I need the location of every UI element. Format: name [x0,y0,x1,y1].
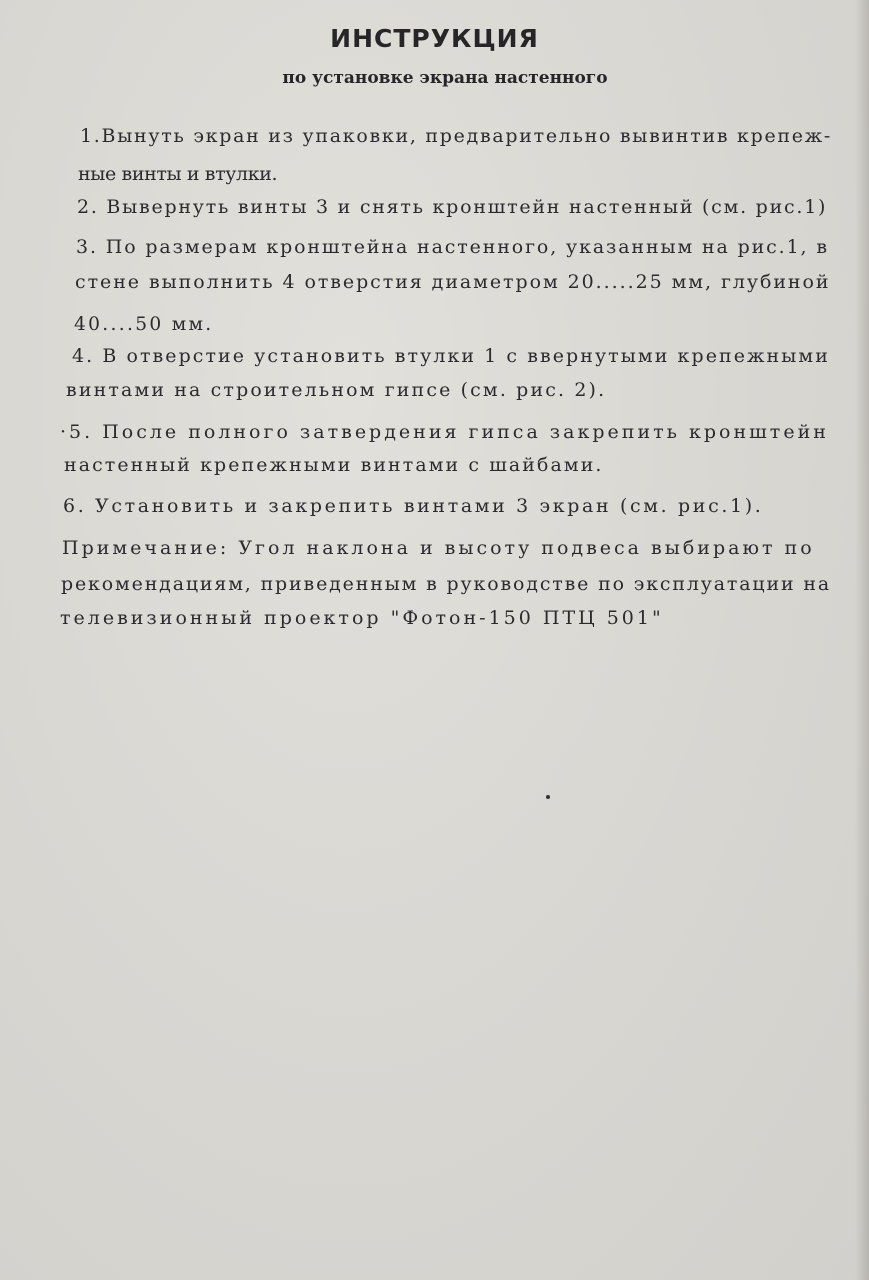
text-line-2: ные винты и втулки. [78,163,278,185]
note-line-2: рекомендациям, приведенным в руководстве по эксплуатации на [61,573,831,595]
text-line-10: настенный крепежными винтами с шайбами. [64,454,604,476]
text-line-3: 2. Вывернуть винты 3 и снять кронштейн настенный (см. рис.1) [77,196,828,218]
text-line-1: 1.Вынуть экран из упаковки, предварительно вывинтив крепеж- [80,125,833,147]
text-line-6: 40....50 мм. [74,313,214,335]
paper-speck [546,795,550,799]
page-edge-shadow [855,0,869,1280]
document-title: ИНСТРУКЦИЯ [330,24,539,53]
note-line-3: телевизионный проектор "Фотон-150 ПТЦ 501" [60,607,664,629]
text-line-11: 6. Установить и закрепить винтами 3 экран (см. рис.1). [63,495,764,517]
text-line-5: стене выполнить 4 отверстия диаметром 20.....25 мм, глубиной [75,271,831,293]
text-line-8: винтами на строительном гипсе (см. рис. 2). [66,379,607,401]
text-line-7: 4. В отверстие установить втулки 1 с ввернутыми крепежными [72,345,830,367]
note-line-1: Примечание: Угол наклона и высоту подвеса выбирают по [62,537,815,559]
document-subtitle: по установке экрана настенного [282,68,608,88]
text-line-9: ·5. После полного затвердения гипса закрепить кронштейн [60,421,829,443]
text-line-4: 3. По размерам кронштейна настенного, указанным на рис.1, в [76,236,829,258]
